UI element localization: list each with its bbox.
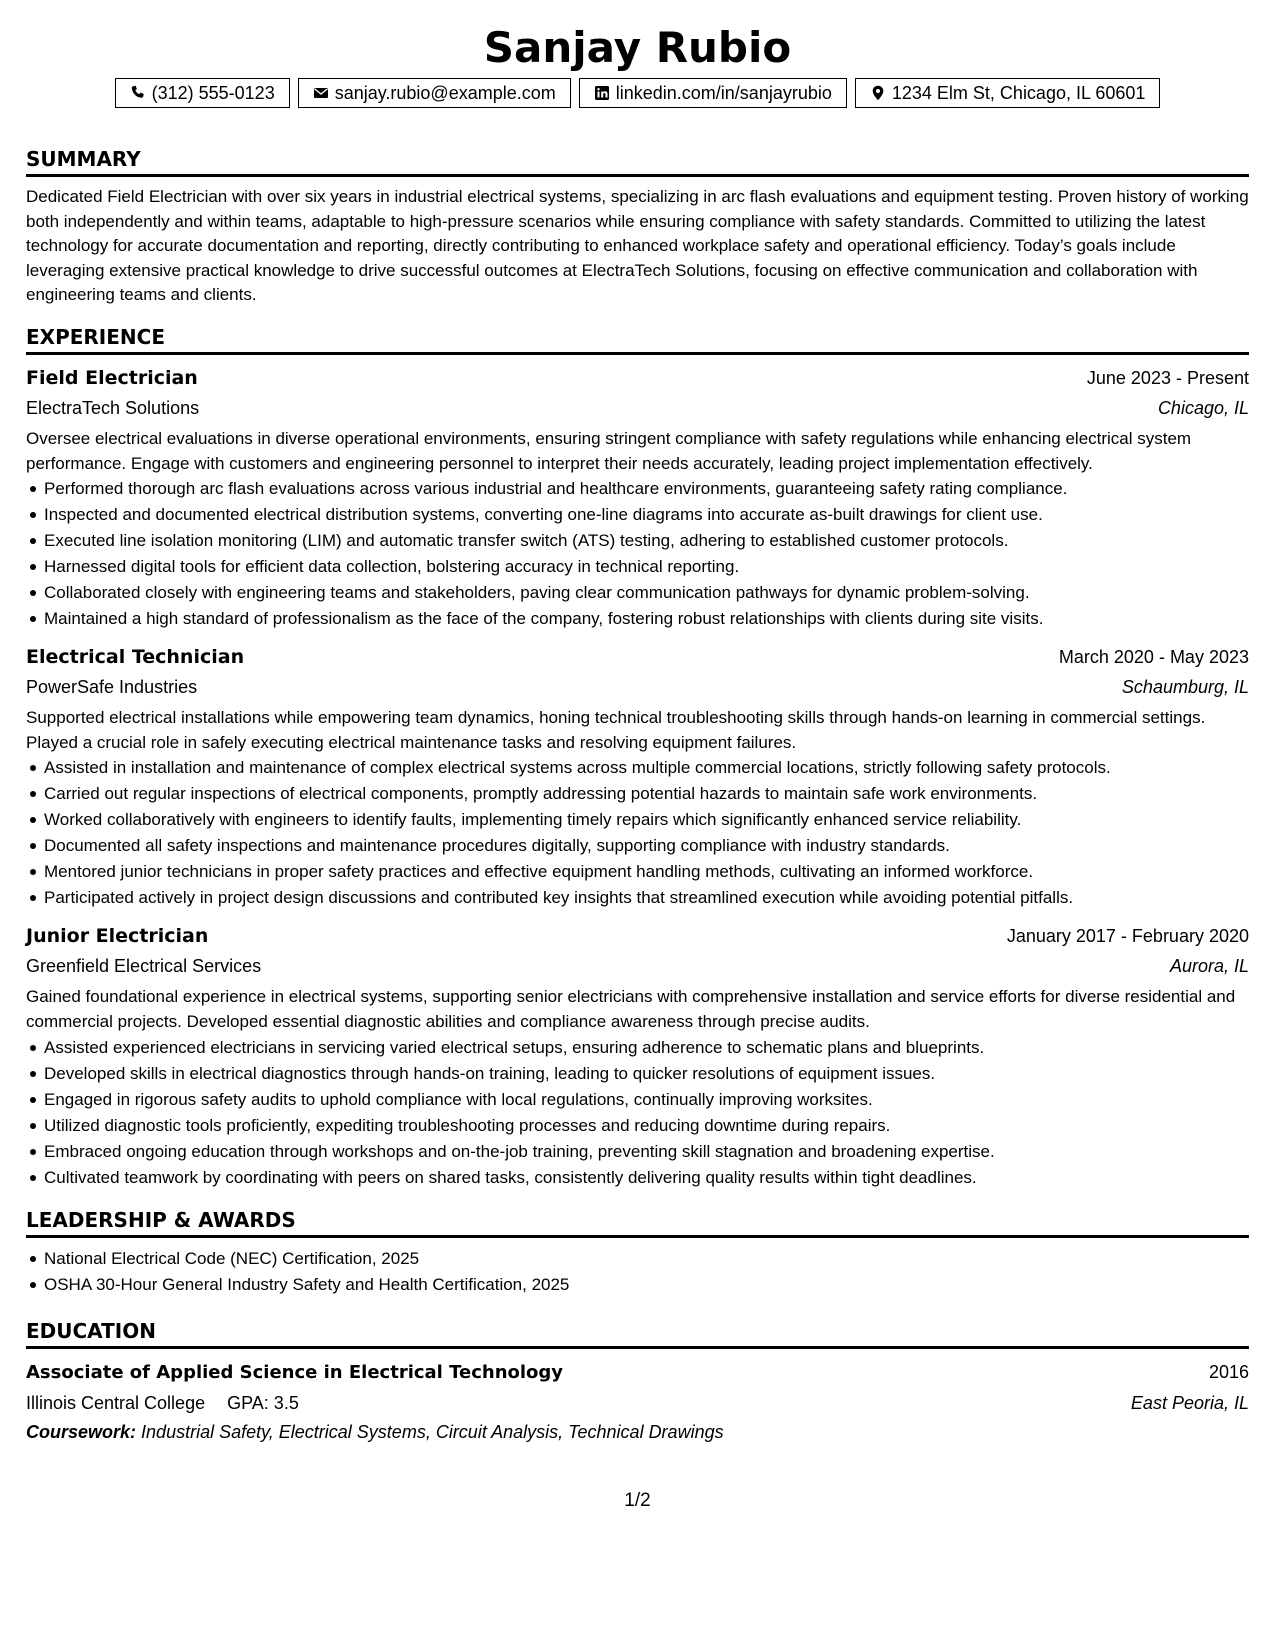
list-item: Collaborated closely with engineering teams and stakeholders, paving clear communication pathways for dynamic problem-solving. (44, 580, 1249, 606)
graduation-year: 2016 (1208, 1361, 1249, 1382)
list-item: Maintained a high standard of professionalism as the face of the company, fostering robust relationships with clients during site visits. (44, 606, 1249, 632)
page-number: 1/2 (624, 1490, 651, 1511)
contact-linkedin[interactable] (579, 78, 847, 108)
list-item: Embraced ongoing education through workshops and on-the-job training, preventing skill stagnation and broadening expertise. (44, 1139, 1249, 1165)
job-description: Gained foundational experience in electrical systems, supporting senior electricians with comprehensive installation and service efforts for diverse residential and commercial projects. Developed essential diagnostic abilities and compliance awareness through precise audits. (26, 987, 1236, 1031)
phone-icon (130, 85, 146, 101)
school-line (26, 1388, 299, 1418)
contact-email-text: sanjay.rubio@example.com (334, 83, 556, 103)
education-section (26, 1318, 1249, 1446)
job-location: Schaumburg, IL (1121, 677, 1249, 698)
summary-heading: SUMMARY (26, 146, 1249, 177)
job-location: Aurora, IL (1169, 956, 1249, 977)
candidate-name: Sanjay Rubio (483, 23, 792, 72)
job-bullets (26, 755, 1249, 911)
school-name: Illinois Central College (26, 1392, 206, 1413)
list-item: OSHA 30-Hour General Industry Safety and Health Certification, 2025 (44, 1272, 1249, 1298)
resume-page (26, 18, 1249, 1446)
school-location: East Peoria, IL (1130, 1392, 1249, 1413)
list-item: Inspected and documented electrical distribution systems, converting one-line diagrams into accurate as-built drawings for client use. (44, 502, 1249, 528)
list-item: Harnessed digital tools for efficient data collection, bolstering accuracy in technical reporting. (44, 554, 1249, 580)
degree-title: Associate of Applied Science in Electrical Technology (26, 1361, 564, 1383)
job-company: ElectraTech Solutions (26, 397, 200, 418)
linkedin-icon (594, 85, 610, 101)
list-item: Assisted in installation and maintenance of complex electrical systems across multiple commercial locations, strictly following safety protocols. (44, 755, 1249, 781)
job-entry (26, 642, 1249, 911)
list-item: Documented all safety inspections and maintenance procedures digitally, supporting compliance with industry standards. (44, 833, 1249, 859)
job-description: Supported electrical installations while empowering team dynamics, honing technical troubleshooting skills through hands-on learning in commercial settings. Played a crucial role in safely executing electrical maintenance tasks and resolving equipment failures. (26, 708, 1206, 752)
map-pin-icon (870, 85, 886, 101)
experience-section (26, 324, 1249, 1191)
job-bullets (26, 1035, 1249, 1191)
job-date: June 2023 - Present (1086, 367, 1249, 388)
list-item: Engaged in rigorous safety audits to uphold compliance with local regulations, continually improving worksites. (44, 1087, 1249, 1113)
contact-phone-text: (312) 555-0123 (151, 83, 275, 103)
education-heading: EDUCATION (26, 1318, 1249, 1349)
summary-section (26, 146, 1249, 308)
job-title: Electrical Technician (26, 646, 245, 669)
experience-heading: EXPERIENCE (26, 324, 1249, 355)
contact-email[interactable] (298, 78, 571, 108)
job-title: Junior Electrician (26, 925, 209, 948)
contact-address-text: 1234 Elm St, Chicago, IL 60601 (891, 83, 1146, 103)
job-bullets (26, 476, 1249, 632)
leadership-list (26, 1246, 1249, 1298)
list-item: Carried out regular inspections of electrical components, promptly addressing potential hazards to maintain safe work environments. (44, 781, 1249, 807)
gpa: GPA: 3.5 (227, 1392, 299, 1413)
list-item: Cultivated teamwork by coordinating with peers on shared tasks, consistently delivering quality results within tight deadlines. (44, 1165, 1249, 1191)
coursework-line (26, 1418, 1249, 1446)
job-title: Field Electrician (26, 366, 198, 389)
envelope-icon (313, 85, 329, 101)
list-item: Participated actively in project design discussions and contributed key insights that streamlined execution while avoiding potential pitfalls. (44, 885, 1249, 911)
job-entry (26, 921, 1249, 1190)
job-date: January 2017 - February 2020 (1006, 926, 1249, 947)
leadership-heading: LEADERSHIP & AWARDS (26, 1207, 1249, 1238)
coursework-list: Industrial Safety, Electrical Systems, Circuit Analysis, Technical Drawings (141, 1421, 724, 1442)
summary-text: Dedicated Field Electrician with over six years in industrial electrical systems, specializing in arc flash evaluations and equipment testing. Proven history of working both independently and within teams, adaptable to high-pressure scenarios while ensuring compliance with safety standards. Committed to utilizing the latest technology for accurate documentation and reporting, directly contributing to enhanced workplace safety and operational efficiency. Today’s goals include leveraging extensive practical knowledge to drive successful outcomes at ElectraTech Solutions, focusing on effective communication and collaboration with engineering teams and clients. (26, 187, 1249, 305)
list-item: Utilized diagnostic tools proficiently, expediting troubleshooting processes and reducing downtime during repairs. (44, 1113, 1249, 1139)
list-item: Mentored junior technicians in proper safety practices and effective equipment handling methods, cultivating an informed workforce. (44, 859, 1249, 885)
coursework-label: Coursework: (26, 1421, 137, 1442)
list-item: Developed skills in electrical diagnostics through hands-on training, leading to quicker resolutions of equipment issues. (44, 1061, 1249, 1087)
contact-bar (26, 78, 1249, 108)
job-company: Greenfield Electrical Services (26, 956, 262, 977)
contact-phone (115, 78, 290, 108)
leadership-section (26, 1207, 1249, 1298)
job-company: PowerSafe Industries (26, 677, 198, 698)
list-item: Executed line isolation monitoring (LIM) and automatic transfer switch (ATS) testing, adhering to established customer protocols. (44, 528, 1249, 554)
job-date: March 2020 - May 2023 (1058, 647, 1249, 668)
job-location: Chicago, IL (1157, 397, 1249, 418)
contact-linkedin-text: linkedin.com/in/sanjayrubio (615, 83, 832, 103)
job-description: Oversee electrical evaluations in diverse operational environments, ensuring stringent compliance with safety regulations while enhancing electrical system performance. Engage with customers and engineering personnel to interpret their needs accurately, leading project implementation effectively. (26, 428, 1192, 473)
list-item: Assisted experienced electricians in servicing varied electrical setups, ensuring adherence to schematic plans and blueprints. (44, 1035, 1249, 1061)
list-item: National Electrical Code (NEC) Certification, 2025 (44, 1246, 1249, 1272)
contact-address (855, 78, 1161, 108)
job-entry (26, 363, 1249, 632)
list-item: Worked collaboratively with engineers to identify faults, implementing timely repairs which significantly enhanced service reliability. (44, 807, 1249, 833)
list-item: Performed thorough arc flash evaluations across various industrial and healthcare environments, guaranteeing safety rating compliance. (44, 476, 1249, 502)
